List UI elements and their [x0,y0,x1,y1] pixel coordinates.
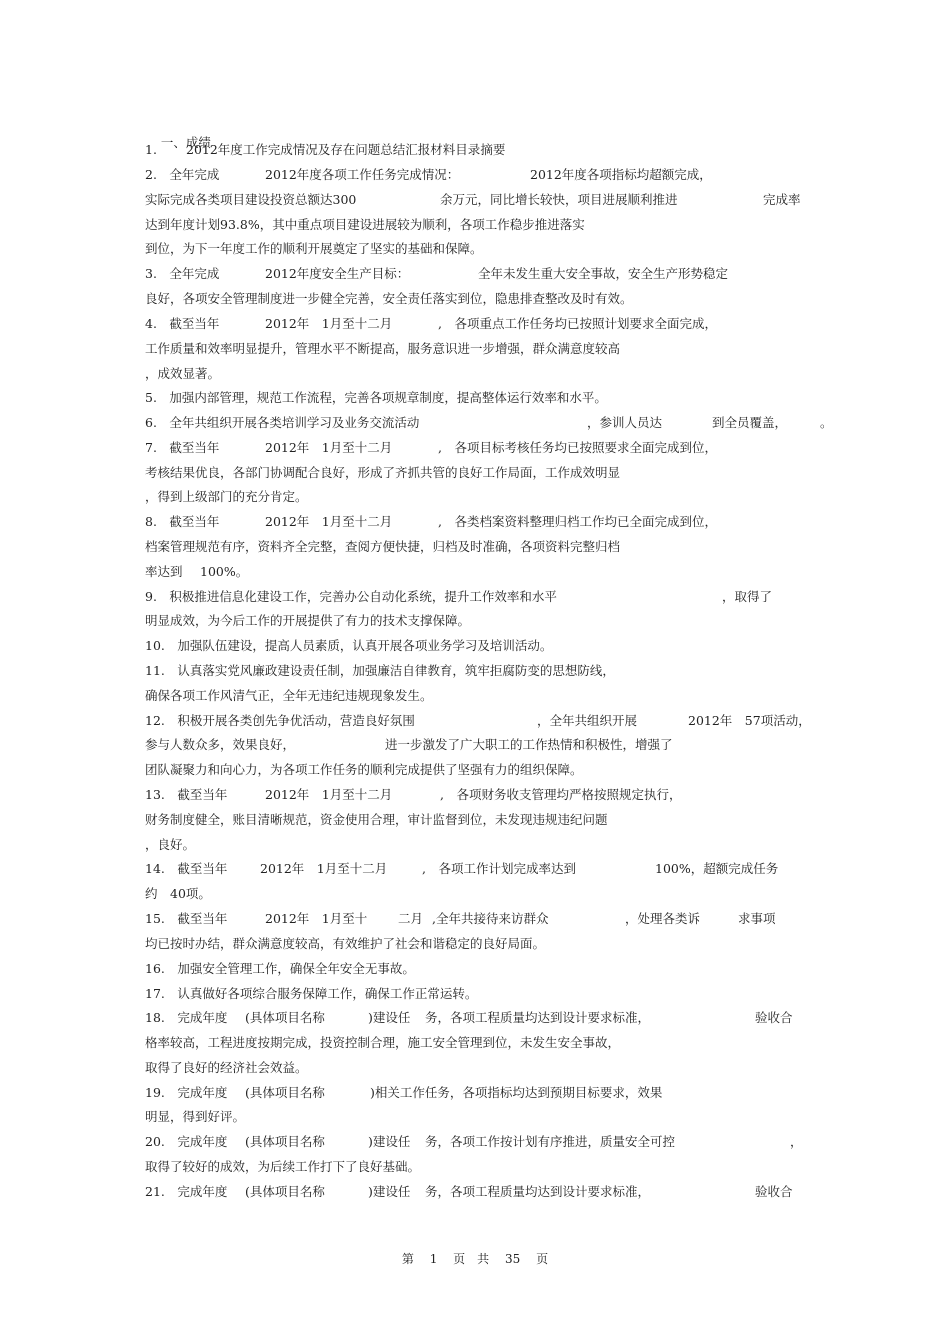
text-line [0,465,950,481]
text-segment: 验收合 [755,1184,793,1199]
text-segment: 2012年 1月至十二月 [265,787,393,802]
text-line [0,911,950,927]
text-segment: ，成效显著。 [145,366,221,381]
text-segment: 13. 截至当年 [145,787,228,802]
text-line [0,440,950,456]
text-line [0,837,950,853]
text-segment: 100%，超额完成任务 [655,861,779,876]
text-segment: ，取得了 [722,589,773,604]
text-segment: 全年未发生重大安全事故，安全生产形势稳定 [478,266,729,281]
text-line [0,986,950,1002]
text-segment: 率达到 [145,564,183,579]
text-segment: 2012年度安全生产目标： [265,266,410,281]
text-segment: (具体项目名称 [245,1010,325,1025]
text-segment: 良好，各项安全管理制度进一步健全完善，安全责任落实到位，隐患排查整改及时有效。 [145,291,633,306]
text-segment: 取得了良好的经济社会效益。 [145,1060,308,1075]
text-segment: 8. 截至当年 [145,514,220,529]
text-segment: 100%。 [200,564,249,579]
text-line [0,564,950,580]
text-segment: 考核结果优良，各部门协调配合良好，形成了齐抓共管的良好工作局面，工作成效明显 [145,465,621,480]
text-segment: 到位，为下一年度工作的顺利开展奠定了坚实的基础和保障。 [145,241,483,256]
text-segment: 财务制度健全，账目清晰规范，资金使用合理，审计监督到位，未发现违规违纪问题 [145,812,608,827]
text-line [0,539,950,555]
text-segment: 团队凝聚力和向心力，为各项工作任务的顺利完成提供了坚强有力的组织保障。 [145,762,583,777]
text-segment: , 各项财务收支管理均严格按照规定执行， [440,787,682,802]
text-segment: 2012年度各项工作任务完成情况： [265,167,460,182]
text-segment: 到全员覆盖， [712,415,788,430]
text-line [0,1159,950,1175]
text-line [0,1035,950,1051]
text-segment: 确保各项工作风清气正，全年无违纪违规现象发生。 [145,688,433,703]
text-line [0,1134,950,1150]
text-line [0,638,950,654]
text-line [0,961,950,977]
text-segment: 务，各项工作按计划有序推进，质量安全可控 [425,1134,676,1149]
text-line [0,167,950,183]
text-segment: (具体项目名称 [245,1085,325,1100]
text-line [0,713,950,729]
text-segment: 2012年 1月至十 [265,911,368,926]
text-line [0,192,950,208]
total-page-count: 35 [505,1252,521,1266]
footer-mid: 页 共 [453,1252,490,1266]
text-segment: (具体项目名称 [245,1134,325,1149]
text-segment: ，处理各类诉 [625,911,701,926]
text-segment: (具体项目名称 [245,1184,325,1199]
text-segment: 2012年度各项指标均超额完成， [530,167,712,182]
text-segment: 2012年 1月至十二月 [265,316,393,331]
page-footer [0,1250,950,1267]
text-segment: ，参训人员达 [587,415,663,430]
text-line [0,489,950,505]
text-line [0,1109,950,1125]
text-segment: 二月 [398,911,424,926]
text-line [0,861,950,877]
text-segment: 21. 完成年度 [145,1184,228,1199]
text-segment: 约 40项。 [145,886,211,901]
text-segment: 2012年 1月至十二月 [265,440,393,455]
text-line [0,762,950,778]
text-segment: 6. 全年共组织开展各类培训学习及业务交流活动 [145,415,420,430]
text-segment: 实际完成各类项目建设投资总额达300 [145,192,357,207]
text-segment: , 各项重点工作任务均已按照计划要求全面完成， [438,316,717,331]
text-segment: , 各类档案资料整理归档工作均已全面完成到位， [438,514,717,529]
text-segment: 进一步激发了广大职工的工作热情和积极性，增强了 [385,737,673,752]
text-line [0,341,950,357]
text-segment: 取得了较好的成效，为后续工作打下了良好基础。 [145,1159,421,1174]
current-page-number: 1 [429,1252,438,1266]
text-segment: 14. 截至当年 [145,861,228,876]
text-segment: )建设任 [368,1184,411,1199]
text-segment: 格率较高，工程进度按期完成，投资控制合理，施工安全管理到位，未发生安全事故， [145,1035,621,1050]
text-segment: 。 [820,415,833,430]
text-segment: 9. 积极推进信息化建设工作，完善办公自动化系统，提升工作效率和水平 [145,589,557,604]
text-segment: 2012年 1月至十二月 [260,861,388,876]
text-line [0,366,950,382]
text-line [0,688,950,704]
text-segment: 15. 截至当年 [145,911,228,926]
text-segment: 16. 加强安全管理工作，确保全年安全无事故。 [145,961,415,976]
text-segment: 10. 加强队伍建设，提高人员素质，认真开展各项业务学习及培训活动。 [145,638,553,653]
text-segment: 20. 完成年度 [145,1134,228,1149]
text-segment: 验收合 [755,1010,793,1025]
text-segment: 参与人数众多，效果良好， [145,737,296,752]
text-segment: 17. 认真做好各项综合服务保障工作，确保工作正常运转。 [145,986,478,1001]
text-line [0,1184,950,1200]
text-line [0,886,950,902]
text-segment: 18. 完成年度 [145,1010,228,1025]
text-line [0,936,950,952]
text-line [0,514,950,530]
section-heading: 一、成绩 [160,135,211,150]
text-line [0,1010,950,1026]
text-segment: ，良好。 [145,837,196,852]
text-segment: ，全年共组织开展 [537,713,638,728]
text-segment: 余万元，同比增长较快，项目进展顺利推进 [440,192,678,207]
text-line [0,316,950,332]
text-segment: 工作质量和效率明显提升，管理水平不断提高，服务意识进一步增强，群众满意度较高 [145,341,621,356]
text-line [0,266,950,282]
text-segment: ,全年共接待来访群众 [432,911,549,926]
text-segment: ，得到上级部门的充分肯定。 [145,489,308,504]
text-line [0,1085,950,1101]
footer-suffix: 页 [536,1252,549,1266]
text-segment: 求事项 [738,911,776,926]
text-line [0,291,950,307]
text-line [0,787,950,803]
text-line [0,142,950,158]
text-line [0,737,950,753]
text-segment: 2. 全年完成 [145,167,220,182]
text-line [0,589,950,605]
text-segment: )建设任 [368,1010,411,1025]
text-segment: )相关工作任务，各项指标均达到预期目标要求，效果 [370,1085,663,1100]
footer-prefix: 第 [401,1252,414,1266]
text-segment: 档案管理规范有序，资料齐全完整，查阅方便快捷，归档及时准确，各项资料完整归档 [145,539,621,554]
text-segment: 5. 加强内部管理，规范工作流程，完善各项规章制度，提高整体运行效率和水平。 [145,390,607,405]
text-segment: 19. 完成年度 [145,1085,228,1100]
text-segment: ， [790,1134,803,1149]
text-segment: 1. [145,142,157,157]
text-line [0,415,950,431]
text-segment: 7. 截至当年 [145,440,220,455]
text-line [0,812,950,828]
text-segment: 明显成效，为今后工作的开展提供了有力的技术支撑保障。 [145,613,471,628]
text-segment: 2012年 57项活动， [688,713,811,728]
text-line [0,613,950,629]
text-segment: , 各项目标考核任务均已按照要求全面完成到位， [438,440,717,455]
text-segment: , 各项工作计划完成率达到 [422,861,576,876]
text-line [0,217,950,233]
text-segment: 均已按时办结，群众满意度较高，有效维护了社会和谐稳定的良好局面。 [145,936,546,951]
text-segment: 4. 截至当年 [145,316,220,331]
text-line [0,390,950,406]
text-segment: 2012年度工作完成情况及存在问题总结汇报材料目录摘要 [186,142,506,157]
text-segment: 12. 积极开展各类创先争优活动，营造良好氛围 [145,713,415,728]
text-segment: 完成率 [763,192,801,207]
text-segment: 务，各项工程质量均达到设计要求标准， [425,1184,651,1199]
text-segment: 2012年 1月至十二月 [265,514,393,529]
text-segment: 明显，得到好评。 [145,1109,246,1124]
text-line [0,241,950,257]
text-segment: )建设任 [368,1134,411,1149]
text-segment: 3. 全年完成 [145,266,220,281]
text-line [0,1060,950,1076]
text-segment: 务，各项工程质量均达到设计要求标准， [425,1010,651,1025]
text-segment: 达到年度计划93.8%，其中重点项目建设进展较为顺利，各项工作稳步推进落实 [145,217,585,232]
text-line [0,663,950,679]
text-segment: 11. 认真落实党风廉政建设责任制，加强廉洁自律教育，筑牢拒腐防变的思想防线， [145,663,615,678]
